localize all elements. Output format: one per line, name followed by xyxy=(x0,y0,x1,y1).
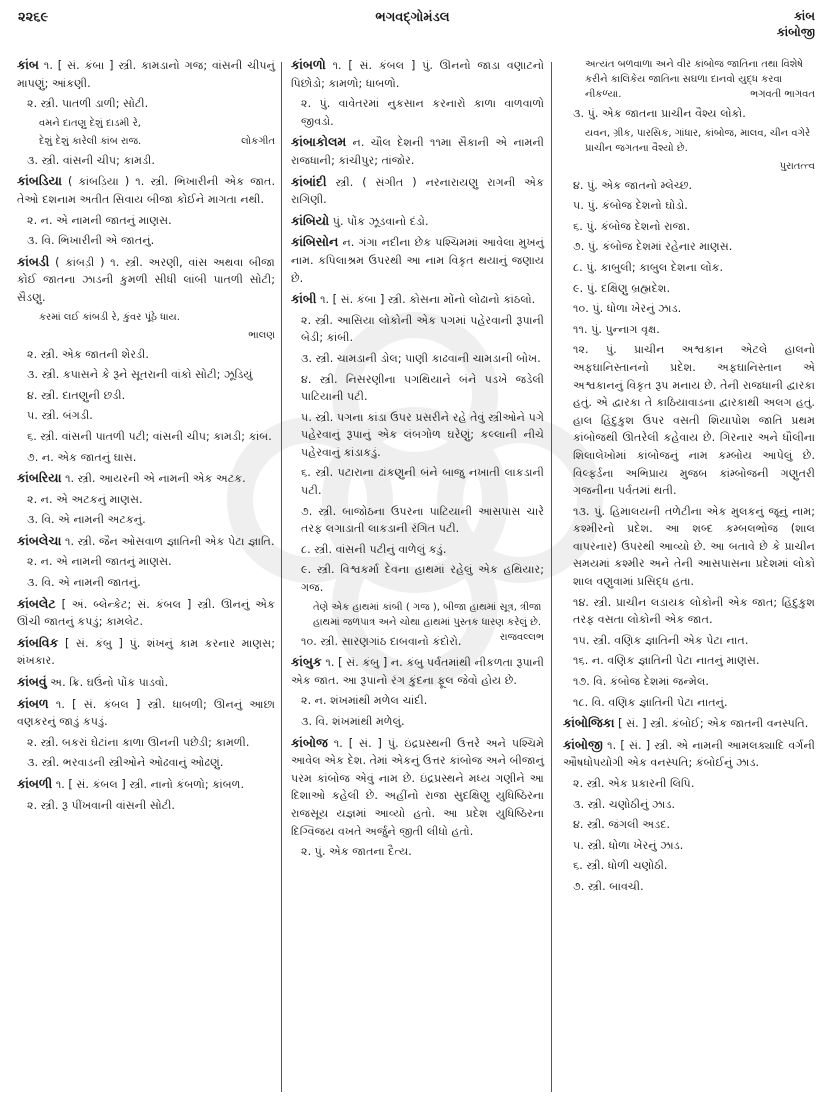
entry-headword: કાંબળી xyxy=(17,776,53,791)
column-1 xyxy=(17,56,275,817)
entry-sense: ૧૦. સ્ત્રી. સારણગાંઠ દાબવાનો કંદોરો. xyxy=(301,634,462,648)
column-divider xyxy=(281,62,282,1092)
dictionary-entry xyxy=(17,469,275,488)
dictionary-entry xyxy=(17,634,275,670)
dictionary-entry xyxy=(17,673,275,692)
entry-definition: ૧. [ સં. ] સ્ત્રી. એ નામની આમલક્યાદિ વર્ગની ઔષધોપયોગી એક વનસ્પતિ; કંબોઈનું ઝાડ. xyxy=(563,738,816,770)
entry-headword: કાંબવિક xyxy=(17,634,59,650)
quotation-source: ભગવતી ભાગવત xyxy=(750,89,815,100)
entry-sense: ૩. વિ. એ નામની જાતનું. xyxy=(27,576,141,590)
quotation-text: કરમાં લઈ કાંબડી રે, કુંવર પૂંઠે ધાય. xyxy=(39,311,180,323)
entry-definition: ન. ગંગા નદીના છેક પશ્ચિમમાં આવેલા મુખનું નામ. કપિલાશ્રમ ઉપરથી આ નામ વિકૃત થયાનું જણાય છે. xyxy=(291,236,544,285)
entry-sense: ૨. સ્ત્રી. એક જાતની શેરડી. xyxy=(27,347,149,361)
entry-headword: કાંબોજી xyxy=(563,736,603,752)
entry-quotation xyxy=(563,57,815,102)
entry-sense: ૨. સ્ત્રી. બકરાં ઘેટાંના કાળા ઊનની પછેડી; કામળી. xyxy=(27,735,250,749)
entry-headword: કાંબિસોન xyxy=(291,234,339,250)
page-number: ૨૨૬૯ xyxy=(18,10,49,25)
entry-sense: ૪. સ્ત્રી. નિસરણીના પગથિયાને બંને પડખે જડેલી પાટિયાની પટી. xyxy=(301,372,544,404)
entry-headword: કાંબળ xyxy=(17,695,49,711)
entry-sense: ૧૧. પું. પુન્નાગ વૃક્ષ. xyxy=(573,322,660,336)
dictionary-entry xyxy=(291,56,544,92)
entry-definition: ન. ચૌલ દેશની ૧૧મા સૈકાની એ નામની રાજધાની; કાંચીપુર; તાંજોર. xyxy=(291,136,544,167)
guide-word-last: કાંબોજી xyxy=(776,25,815,39)
entry-headword: કાંબોજ xyxy=(291,734,328,750)
entry-definition: [ અં. બ્લેન્કેટ; સં. કંબલ ] સ્ત્રી. ઊનનું એક ઊંચી જાતનું કપડું; કામલેટ. xyxy=(17,597,275,629)
quotation-source: પુરાતત્ત્વ xyxy=(779,160,815,172)
dictionary-entry xyxy=(291,734,544,841)
entry-headword: કાંબડિયા xyxy=(17,173,62,189)
guide-words xyxy=(777,8,815,40)
entry-definition: ( કાંબડ઼િયા ) ૧. સ્ત્રી. ભિખારીની એક જાત. તેઓ દશનામ અતીત સિવાય બીજા કોઈને માગતા નથી. xyxy=(17,175,275,206)
entry-definition: પું. પોંક ઝૂડવાનો દંડો. xyxy=(332,214,429,228)
entry-sense: ૧૩. પું. હિમાલયની તળેટીના એક મુલકનું જૂનું નામ; કશ્મીરનો પ્રદેશ. આ શબ્દ કમ્બલભોજ (શાલ વાપરનાર) ઉપરથી આવ્યો છે. આ બતાવે છે કે પ્રાચીન સમયમાં કશ્મીર અને તેની આસપાસના પ્રદેશમાં લોકો શાલ વણુવામાં પ્રસિદ્ધ હતા. xyxy=(573,504,815,589)
entry-quotation xyxy=(563,126,815,156)
entry-sense: ૯. પું. દક્ષિણુ બ્રહ્મદેશ. xyxy=(573,281,671,295)
entry-sense: ૩. સ્ત્રી. કપાસને કે રૂને સૂતરાની વાંકો સોટી; ઝૂડિયું xyxy=(27,368,253,382)
entry-definition: ૧. [ સં. કંબુ ] ન. કંબુ પર્વતમાંથી નીકળતા રૂપાની એક જાત. આ રૂપાનો રંગ કુંદના ફૂલ જેવો હોય છે. xyxy=(291,656,545,687)
entry-sense: ૨. સ્ત્રી. એક પ્રકારની લિપિ. xyxy=(573,777,695,790)
entry-sense: ૮. સ્ત્રી. વાંસની પટીનું વાળેલું કડું. xyxy=(301,542,447,556)
entry-sense: ૧૭. વિ. કંબોજ દેશમાં જન્મેલ. xyxy=(573,675,709,689)
page-header xyxy=(0,0,825,44)
entry-definition: અ. ક્રિ. ઘઉંનો પોંક પાડવો. xyxy=(50,676,169,690)
dictionary-entry xyxy=(291,173,544,209)
dictionary-entry xyxy=(17,253,275,307)
dictionary-entry xyxy=(17,172,275,208)
entry-sense: ૩. સ્ત્રી. ભરવાડની સ્ત્રીઓને ઓઢવાનું ઓઢણું. xyxy=(27,756,224,770)
entry-sense: ૧૫. સ્ત્રી. વણિક જ્ઞાતિની એક પેટા નાત. xyxy=(573,633,749,647)
entry-headword: કાંબવું xyxy=(17,674,47,690)
dictionary-entry xyxy=(291,290,544,309)
dictionary-entry xyxy=(291,653,544,689)
entry-headword: કાંબાંદી xyxy=(291,173,327,189)
entry-sense: ૭. સ્ત્રી. બાજોઠના ઉપરના પાટિયાની આસપાસ ચારે તરફ લગાડાતી લાકડાની રંગિત પટી. xyxy=(301,504,544,536)
entry-sense: ૫. સ્ત્રી. બંગડી. xyxy=(27,409,93,423)
entry-definition: ૧. સ્ત્રી. આયરની એ નામની એક અટક. xyxy=(65,472,246,486)
entry-definition: ૧. સ્ત્રી. જૈન ઓસવાળ જ્ઞાતિની એક પેટા જ્ઞાતિ. xyxy=(65,534,275,548)
entry-sense: ૭. ન. એક જાતનું ઘાસ. xyxy=(27,450,137,464)
dictionary-entry xyxy=(291,133,544,169)
dictionary-entry xyxy=(17,695,275,731)
entry-headword: કાંબ xyxy=(17,57,39,72)
entry-sense: ૬. સ્ત્રી. ધોળી ચણોઠી. xyxy=(573,859,668,873)
entry-sense: ૧૨. પું. પ્રાચીન અશ્વકાન એટલે હાલનો અફઘાનિસ્તાનનો પ્રદેશ. અફઘાનિસ્તાન એ અશ્વકાનનું વિકૃત રૂપ મનાય છે. તેની રાજધાની દ્વારકા હતું. એ દ્વારકા તે કાઠિયાવાડના દ્વારકાથી અલગ હતું. હાલ હિંદુકુશ ઉપર વસતી શિયાપોશ જાતિ પ્રથમ કાંબોજથી ઊતરેલી કહેવાય છે. ગિરનાર અને ધૌલીના શિલાલેખોમાં કાંબોજનું નામ કમ્બોય આપેલું છે. વિલ્ફર્ડના અભિપ્રાય મુજબ કાંમ્બોજની ગણુતરી ગજનીના પર્વતમાં થતી. xyxy=(573,343,815,498)
dictionary-entry xyxy=(17,532,275,551)
entry-headword: કાંબડી xyxy=(17,253,50,269)
entry-sense: ૨. ન. એ નામની જાતનું માણસ. xyxy=(27,213,172,227)
entry-sense: ૪. પું. એક જાતનો મ્લેચ્છ. xyxy=(573,178,693,192)
entry-sense: ૭. સ્ત્રી. બાવચી. xyxy=(573,879,644,893)
entry-definition: [ સં. કંબુ ] પું. શંખનું કામ કરનાર માણસ; શંખકાર. xyxy=(17,636,275,668)
quotation-text: યવન, ગ્રીક, પારસિક, ગાંધાર, કાંબોજ, માલવ, ચીન વગેરે પ્રાચીન જગતના વૈશ્યો છે. xyxy=(585,127,811,154)
quotation-source: ભાલણ xyxy=(248,329,275,341)
entry-headword: કાંબરિયા xyxy=(17,470,62,486)
entry-sense: ૧૪. સ્ત્રી. પ્રાચીન લડાયક લોકોની એક જાત; હિંદુકુશ તરફ વસતા લોકોની એક જાત. xyxy=(573,595,815,627)
entry-sense: ૩. પું. એક જાતના પ્રાચીન વૈશ્ય લોકો. xyxy=(573,107,746,120)
entry-definition: ૧. [ સં. કંબા ] સ્ત્રી. કોસના મોંનો લોઢાનો કાંઠલો. xyxy=(320,293,536,307)
entry-definition: ૧. [ સં. ] પું. ઇંદ્રપ્રસ્થની ઉત્તરે અને પશ્ચિમે આવેલ એક દેશ. તેમાં એકનું ઉત્તર કાંબોજ અને બીજાનું પરમ કાંબોજ એવું નામ છે. ઇંદ્રપ્રસ્થને મધ્ય ગણીને આ દિશાઓ કહેલી છે. અહીંનો રાજા સુદક્ષિણુ યુધિષ્ઠિરના રાજસૂય યજ્ઞમાં આવ્યો હતો. આ પ્રદેશ યુધિષ્ઠિરના દિગ્વિજય વખતે અર્જુને જીતી લીધો હતો. xyxy=(291,736,545,838)
entry-sense: ૨. ન. એ નામની જાતનું માણસ. xyxy=(27,555,172,569)
entry-definition: ૧. [ સં. કંબલ ] સ્ત્રી. નાનો કંબળો; કાંબળ. xyxy=(55,778,245,791)
dictionary-entry xyxy=(17,775,275,794)
entry-sense: ૫. પું. કંબોજ દેશનો ઘોડો. xyxy=(573,199,688,213)
dictionary-entry xyxy=(563,736,815,772)
entry-definition: ૧. [ સં. કંબલ ] સ્ત્રી. ધાબળી; ઊનનું આછા વણકરનું જાડું કપડું. xyxy=(17,697,275,729)
entry-sense: ૬. સ્ત્રી. વાંસની પાતળી પટી; વાંસની ચીપ; કામડી; કાંબ. xyxy=(27,429,272,443)
entry-sense: ૧૬. ન. વણિક જ્ઞાતિની પેટા નાતનું માણસ. xyxy=(573,654,760,668)
entry-sense: ૪. સ્ત્રી. જંગલી અડદ. xyxy=(573,818,671,832)
entry-headword: કાંબુક xyxy=(291,654,322,670)
entry-definition: [ સં. ] સ્ત્રી. કંબોઈ; એક જાતની વનસ્પતિ. xyxy=(618,717,809,731)
entry-sense: ૫. સ્ત્રી. ધોળા ખેરનું ઝાડ. xyxy=(573,838,684,852)
entry-sense: ૨. સ્ત્રી. પાતળી ડાળી; સોટી. xyxy=(27,97,149,111)
quotation-source: રાજવલ્લભ xyxy=(499,631,544,643)
dictionary-entry xyxy=(291,212,544,231)
entry-sense: ૨. પું. વાવેતરમાં નુકસાન કરનારો કાળા વાળવાળો જીવડો. xyxy=(301,97,544,128)
entry-sense: ૩. સ્ત્રી. વાંસની ચીપ; કામડી. xyxy=(27,153,155,167)
entry-headword: કાંબી xyxy=(291,291,317,307)
entry-headword: કાંબલેટ xyxy=(17,595,56,611)
entry-sense: ૩. વિ. એ નામની અટકનું. xyxy=(27,513,146,527)
entry-quotation xyxy=(17,134,275,149)
entry-headword: કાંબોજિકા xyxy=(563,715,615,731)
entry-sense: ૨. પું. એક જાતના દૈત્ય. xyxy=(301,845,412,859)
quotation-text: તેણે એક હાથમાં કાંબી ( ગજ ), બીજા હાથમાં સૂત્ર, ત્રીજા હાથમાં જળપાત્ર અને ચોથા હાથમાં પુસ્તક ધારણ કરેલું છે. xyxy=(313,601,542,628)
entry-definition: ૧. [ સં. કંબા ] સ્ત્રી. કામડાનો ગજ; વાંસની ચીપનું માપણું; આંકણી. xyxy=(17,59,275,90)
entry-sense: ૬. પું. કંબોજ દેશનો રાજા. xyxy=(573,219,691,233)
quotation-source: લોકગીત xyxy=(241,135,275,147)
entry-quotation xyxy=(17,310,275,325)
entry-sense: ૩. સ્ત્રી. ચણોઠીનું ઝાડ. xyxy=(573,797,676,811)
entry-headword: કાંબાકોલમ xyxy=(291,134,347,150)
column-divider xyxy=(551,62,552,1092)
entry-sense: ૫. સ્ત્રી. પગના કાંડા ઉપર પ્રસરીને રહે તેવું સ્ત્રીઓને પગે પહેરવાનું રૂપાનું એક લંબગોળ ઘરેણું; કલ્લાની નીચે પહેરવાનું કાંડાકડું. xyxy=(301,410,544,459)
entry-quotation xyxy=(17,116,275,131)
book-title: ભગવદ્ગોમંડલ xyxy=(375,10,450,25)
entry-sense: ૨. સ્ત્રી. રૂ પીંખવાની વાંસની સોટી. xyxy=(27,798,175,812)
entry-sense: ૩. વિ. શંખમાંથી મળેલું. xyxy=(301,715,405,728)
entry-sense: ૨. ન. એ અટકનું માણસ. xyxy=(27,492,143,506)
entry-sense: ૪. સ્ત્રી. દાતણુની છડી. xyxy=(27,388,126,402)
entry-sense: ૭. પું. કંબોજ દેશમાં રહેનાર માણસ. xyxy=(573,240,733,254)
entry-headword: કાંબલેચા xyxy=(17,532,62,548)
entry-sense: ૯. સ્ત્રી. વિશ્વકર્મા દેવના હાથમાં રહેલું એક હથિયાર; ગજ. xyxy=(301,563,544,595)
entry-sense: ૧૮. વિ. વણિક જ્ઞાતિની પેટા નાતનું. xyxy=(573,695,728,709)
entry-headword: કાંબળો xyxy=(291,57,326,72)
entry-sense: ૩. વિ. ભિખારીની એ જાતનું. xyxy=(27,234,155,248)
entry-sense: ૮. પું. કાબુલી; કાબુલ દેશના લોક. xyxy=(573,260,724,274)
dictionary-entry xyxy=(17,56,275,92)
entry-definition: સ્ત્રી. ( સંગીત ) નરનારાયણુ રાગની એક રાગિણી. xyxy=(291,175,544,207)
quotation-text: દેશું દેશું કારેલી કાંબ રાજ. xyxy=(39,135,142,147)
dictionary-entry xyxy=(17,595,275,631)
entry-definition: ( કાંબડ઼ી ) ૧. સ્ત્રી. અરણી, વાંસ અથવા બીજા કોઈ જાતના ઝાડની કુમળી સીધી લાંબી પાતળી સોટી; સૈડણુ. xyxy=(17,255,275,304)
entry-definition: ૧. [ સં. કંબલ ] પું. ઊનનો જાડા વણાટનો પિછોડો; કામળો; ધાબળો. xyxy=(291,59,544,90)
column-3 xyxy=(563,56,815,899)
quotation-text: અત્યંત બળવાળા અને વીર કાંબોજ જાતિના તથા વિશેષે કરીને કાલિકેય જાતિના સઘળા દાનવો યુદ્ધ કરવા નીકળ્યા. xyxy=(585,59,804,100)
column-2 xyxy=(291,56,544,864)
entry-sense: ૨. સ્ત્રી. આસિયા લોકોની એક પગમાં પહેરવાની રૂપાની બેડી; કાંબી. xyxy=(301,313,544,345)
entry-sense: ૨. ન. શંખમાંથી મળેલ ચાંદી. xyxy=(301,694,428,708)
guide-word-first: કાંબ xyxy=(793,9,815,23)
entry-sense: ૬. સ્ત્રી. પટારાના ઢાંકણુની બંને બાજુ નખાતી લાકડાની પટી. xyxy=(301,466,544,498)
dictionary-entry xyxy=(291,233,544,287)
entry-sense: ૧૦. પું. ધોળા ખેરનું ઝાડ. xyxy=(573,302,682,316)
quotation-text: વમને દાતણુ દેશું દાડમી રે, xyxy=(39,117,141,129)
entry-headword: કાંબિયો xyxy=(291,212,330,228)
entry-sense: ૩. સ્ત્રી. ચામડાની ડોલ; પાણી કાઢવાની ચામડાની બોખ. xyxy=(301,351,541,365)
dictionary-entry xyxy=(563,714,815,733)
